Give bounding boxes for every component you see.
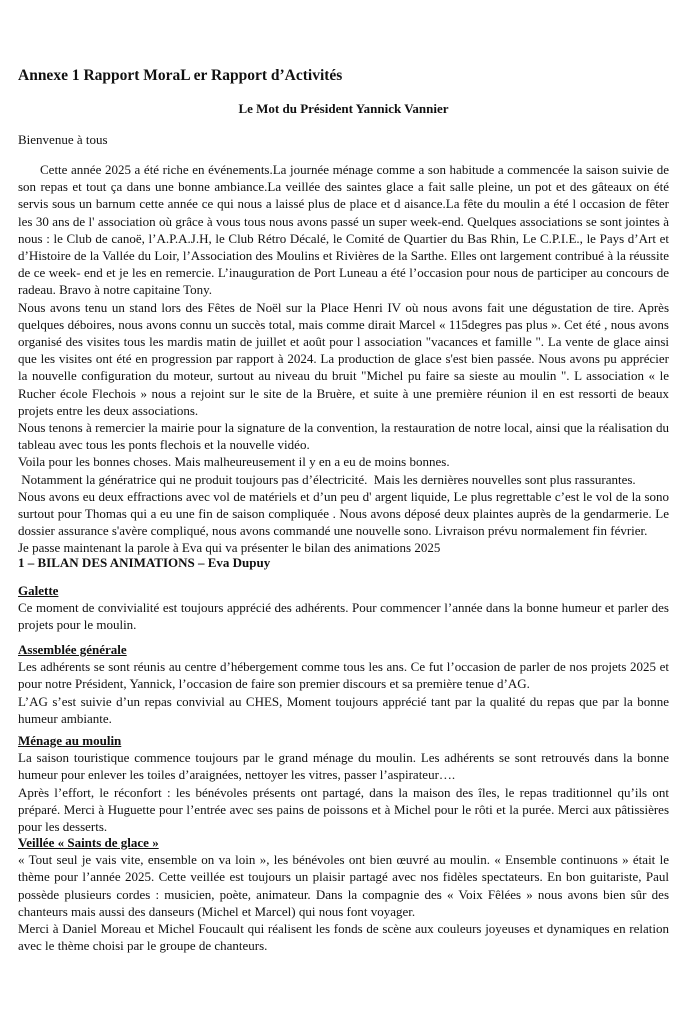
intro-paragraph: Cette année 2025 a été riche en événements.La journée ménage comme a son habitude a commencée la saison suivie de son repas et tout ça dans une bonne ambiance.La veillée des saintes glace a fait salle pleine, un pot et des gâteaux on été servis sous un barnum cette année ce qui nous a laissé plus de place et d aisance.La fête du moulin a été l occasion de fêter les 30 ans de l' association où grâce à vous tous nous avons passé un super week-end. Quelques associations se sont jointes à nous : le Club de canoë, l’A.P.A.J.H, le Club Rétro Décalé, le Comité de Quartier du Bas Rhin, Le C.P.I.E., le Pays d’Art et d’Histoire de la Vallée du Loir, l’Association des Moulins et Rivières de la Sarthe. Elles ont largement contribué à la réussite de ce week- end et je les en remercie. L’inauguration de Port Luneau a été l’occasion pour nous de participer au concours de radeau. Bravo à notre capitaine Tony. <box>18 162 669 298</box>
closing-line: Je passe maintenant la parole à Eva qui va présenter le bilan des animations 2025 <box>18 540 441 556</box>
subsection-heading: Assemblée générale <box>18 642 127 657</box>
subsection-paragraph: L’AG s’est suivie d’un repas convivial au CHES, Moment toujours apprécié tant par la qualité du repas que par la bonne humeur ambiante. <box>18 693 669 726</box>
greeting: Bienvenue à tous <box>18 132 108 147</box>
subsection-veillee-saints-glace <box>18 834 669 954</box>
section-heading-animations: 1 – BILAN DES ANIMATIONS – Eva Dupuy <box>18 555 271 570</box>
subsection-heading: Galette <box>18 583 59 598</box>
subsection-paragraph: Merci à Daniel Moreau et Michel Foucault qui réalisent les fonds de scène aux couleurs joyeuses et dynamiques en relation avec le thème choisi par le groupe de chanteurs. <box>18 921 669 954</box>
subsection-heading: Ménage au moulin <box>18 733 122 748</box>
president-message <box>18 161 669 557</box>
document-title: Annexe 1 Rapport MoraL er Rapport d’Activités <box>18 67 343 84</box>
subsection-heading: Veillée « Saints de glace » <box>18 835 159 850</box>
subsection-galette <box>18 582 669 634</box>
intro-paragraph: Nous tenons à remercier la mairie pour la signature de la convention, la restauration de notre local, ainsi que la réalisation du tableau avec tous les ponts flechois et la nouvelle vidéo. <box>18 420 669 453</box>
subsection-assemblee-generale <box>18 641 669 727</box>
subsection-paragraph: « Tout seul je vais vite, ensemble on va loin », les bénévoles ont bien œuvré au moulin. « Ensemble continuons » était le thème pour l’année 2025. Cette veillée est toujours un plaisir partagé avec nos fidèles spectateurs. En bon guitariste, Paul possède plusieurs cordes : musicien, poète, animateur. Dans la compagnie des « Voix Fêlées » nous avons bien sûr des chanteurs mais aussi des danseurs (Michel et Marcel) qui nous font voyager. <box>18 852 669 919</box>
subsection-paragraph: Ce moment de convivialité est toujours apprécié des adhérents. Pour commencer l’année dans la bonne humeur et parler des projets pour le moulin. <box>18 600 669 633</box>
intro-paragraph: Notamment la génératrice qui ne produit toujours pas d’électricité. Mais les dernières nouvelles sont plus rassurantes. <box>18 471 636 487</box>
intro-paragraph: Nous avons tenu un stand lors des Fêtes de Noël sur la Place Henri IV où nous avons fait une dégustation de tire. Après quelques déboires, nous avons connu un succès total, mais comme dirait Marcel « 115degres pas plus ». Cet été , nous avons organisé des visites tous les mardis matin de juillet et août pour l association "vacances et famille ". La vente de glace ainsi que les visites ont été en progression par rapport à 2024. La production de glace s'est bien passée. Nous avons pu apprécier la nouvelle configuration du moteur, surtout au niveau du bruit "Michel pu faire sa sieste au moulin ". L association « le Rucher école Flechois » nous a rejoint sur le site de la Bruère, et suite à une première réunion il en est ressorti de beaux projets entre les deux associations. <box>18 299 669 418</box>
intro-paragraph: Nous avons eu deux effractions avec vol de matériels et d’un peu d' argent liquide, Le plus regrettable c’est le vol de la sono surtout pour Thomas qui a eu une fin de saison compliquée . Nous avons déposé deux plaintes auprès de la gendarmerie. Le dossier assurance s'avère compliqué, nous avons commandé une nouvelle sono. Livraison prévu normalement fin février. <box>18 488 669 539</box>
president-word-heading: Le Mot du Président Yannick Vannier <box>238 101 449 116</box>
subsection-paragraph: La saison touristique commence toujours par le grand ménage du moulin. Les adhérents se sont retrouvés dans la bonne humeur pour enlever les toiles d’araignées, nettoyer les vitres, passer l’aspirateur…. <box>18 750 669 783</box>
subsection-paragraph: Après l’effort, le réconfort : les bénévoles présents ont partagé, dans la maison des îles, le repas traditionnel qu’ils ont préparé. Merci à Huguette pour l’entrée avec ses pains de poissons et à Michel pour le rôti et la purée. Merci aux pâtissières pour les desserts. <box>18 784 669 835</box>
subsection-paragraph: Les adhérents se sont réunis au centre d’hébergement comme tous les ans. Ce fut l’occasion de parler de nos projets 2025 et pour notre Président, Yannick, l’occasion de faire son premier discours et sa première tenue d’AG. <box>18 659 669 692</box>
subsection-menage-moulin <box>18 732 669 835</box>
intro-paragraph: Voila pour les bonnes choses. Mais malheureusement il y en a eu de moins bonnes. <box>18 454 450 470</box>
